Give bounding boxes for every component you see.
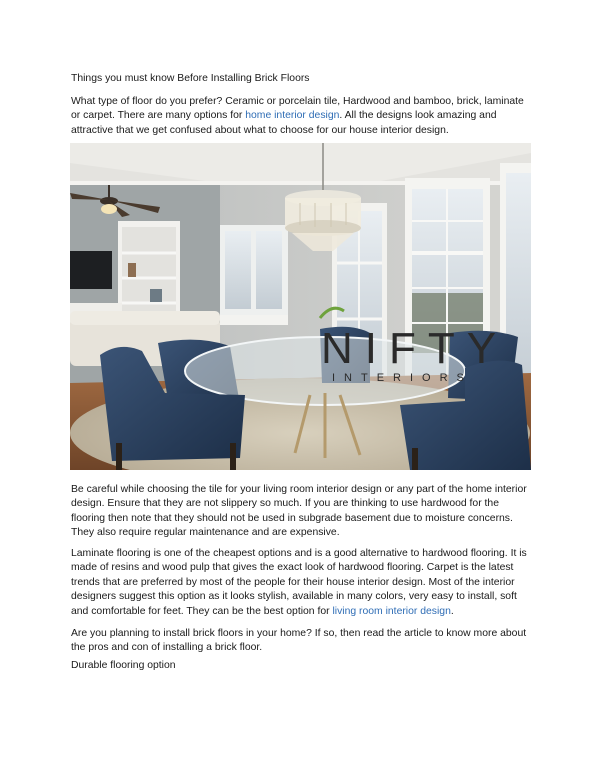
living-room-interior-design-link[interactable]: living room interior design — [332, 605, 451, 617]
laminate-text-start: Laminate flooring is one of the cheapest options and is a good alternative to hardwood flooring. It is made of resins and wood pulp that gives the exact look of hardwood flooring. Carpet is the latest trends that are preferred by most of the people for their house interior design. Most of the interior designers suggest this option as it looks stylish, available in many colors, very easy to install, soft and comfortable for feet. They can be the best option for — [71, 548, 527, 617]
logo-word: NIFTY — [321, 324, 509, 373]
tv-screen — [70, 251, 112, 289]
laminate-text-end: . — [450, 605, 454, 617]
home-interior-design-link[interactable]: home interior design — [245, 110, 340, 122]
intro-text-start: What type of floor do you prefer? Ceramic or porcelain tile, Hardwood and bamboo, brick, laminate or carpet. There are many options for — [71, 96, 524, 122]
tile-paragraph: Be careful while choosing the tile for your living room interior design or any part of the home interior design. Ensure that they are not slippery so much. If you are thinking to use hardwood for the flooring then note that they should not be used in subgrade basement due to moisture concerns. They also require regular maintenance and are expensive. — [71, 484, 527, 539]
intro-text-end: . All the designs look amazing and attractive that we get confused about what to choose for our house interior design. — [71, 110, 497, 136]
logo-subword: INTERIORS — [332, 372, 473, 384]
document-title: Things you must know Before Installing Brick Floors — [71, 73, 310, 84]
laminate-paragraph — [71, 547, 533, 619]
brick-floor-paragraph: Are you planning to install brick floors in your home? If so, then read the article to know more about the pros and con of installing a brick floor. — [71, 628, 527, 654]
intro-paragraph — [71, 95, 533, 138]
section-heading: Durable flooring option — [71, 660, 176, 671]
dining-room-photo — [70, 143, 531, 470]
